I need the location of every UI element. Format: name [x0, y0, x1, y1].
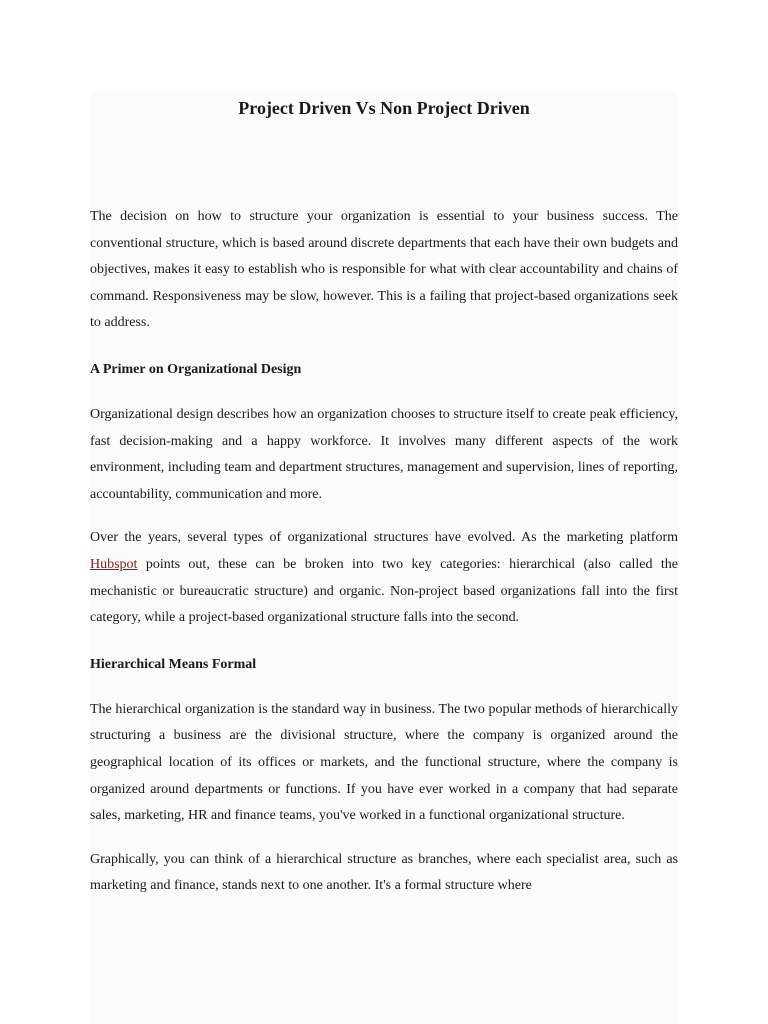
primer-paragraph-2 — [90, 525, 678, 631]
section-heading-primer: A Primer on Organizational Design — [90, 361, 302, 377]
hierarchical-paragraph-2: Graphically, you can think of a hierarchical structure as branches, where each specialist area, such as marketing and finance, stands next to one another. It's a formal structure where — [90, 851, 678, 894]
intro-paragraph: The decision on how to structure your organization is essential to your business success. The conventional structure, which is based around discrete departments that each have their own budgets and objectives, makes it easy to establish who is responsible for what with clear accountability and chains of command. Responsiveness may be slow, however. This is a failing that project-based organizations seek to address. — [90, 209, 678, 331]
hubspot-link[interactable]: Hubspot — [90, 556, 138, 572]
section-heading-hierarchical: Hierarchical Means Formal — [90, 656, 257, 672]
intro-section — [90, 204, 678, 337]
document-title: Project Driven Vs Non Project Driven — [238, 98, 530, 118]
primer-paragraph-1: Organizational design describes how an organization chooses to structure itself to create peak efficiency, fast decision-making and a happy workforce. It involves many different aspects of the work environment, including team and department structures, management and supervision, lines of reporting, accountability, communication and more. — [90, 406, 678, 502]
primer-paragraph-2-start: Over the years, several types of organizational structures have evolved. As the marketing platform — [90, 530, 678, 546]
document-page — [90, 92, 678, 1024]
hierarchical-paragraph-1: The hierarchical organization is the standard way in business. The two popular methods of hierarchically structuring a business are the divisional structure, where the company is organized around the geographical location of its offices or markets, and the functional structure, where the company is organized around departments or functions. If you have ever worked in a company that had separate sales, marketing, HR and finance teams, you've worked in a functional organizational structure. — [90, 701, 678, 824]
primer-paragraph-2-end: points out, these can be broken into two key categories: hierarchical (also called the mechanistic or bureaucratic structure) and organic. Non-project based organizations fall into the first category, while a project-based organizational structure falls into the second. — [90, 556, 678, 626]
